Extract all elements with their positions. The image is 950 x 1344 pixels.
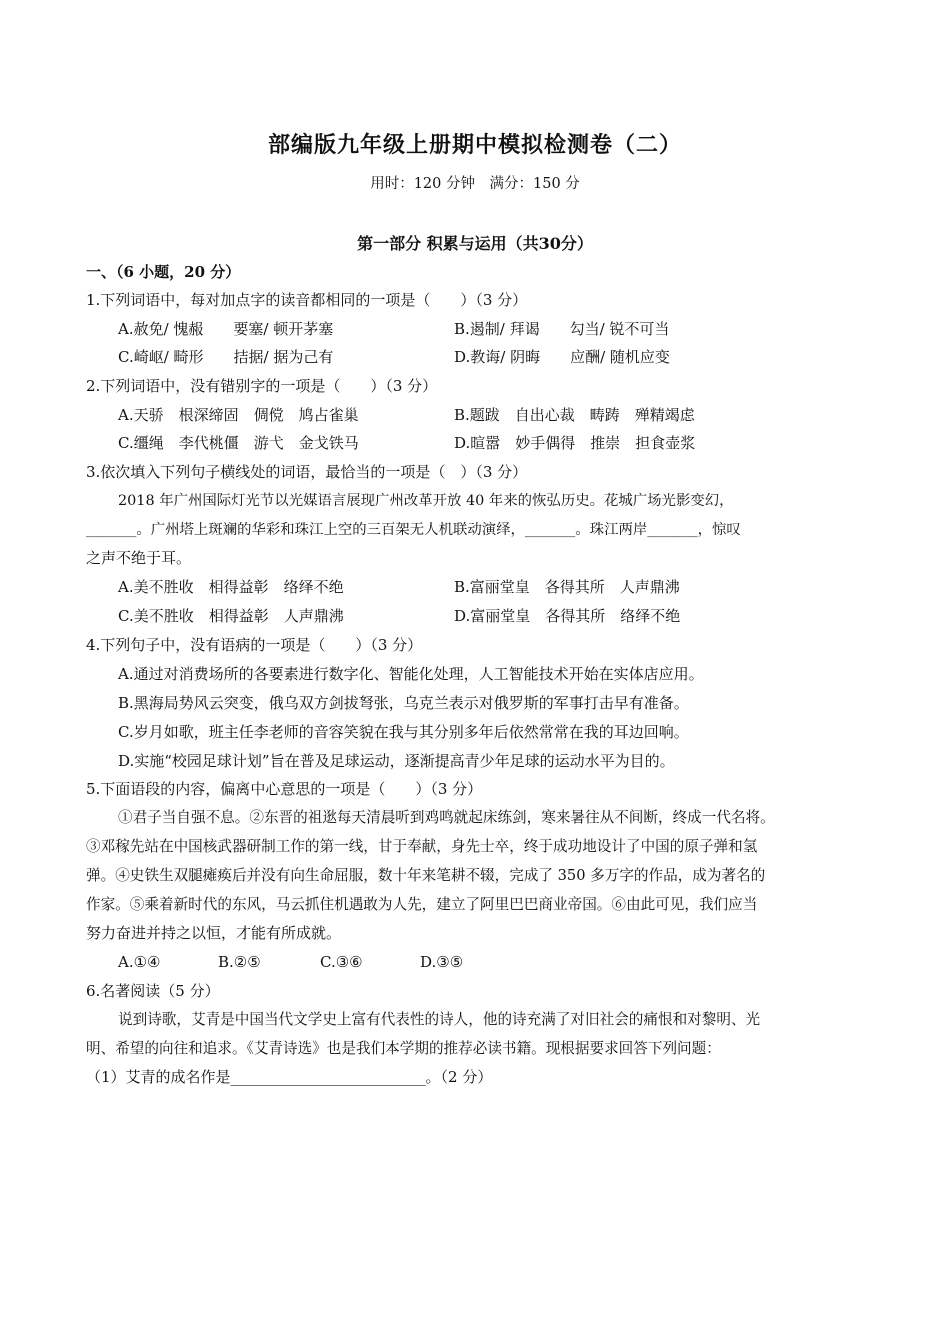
question-1-option-b: B.遏制/ 拜谒 勾当/ 锐不可当 [454,320,670,338]
question-2-option-b: B.题跋 自出心裁 畴踌 殚精竭虑 [454,406,695,424]
question-6-passage-line: 明、希望的向往和追求。《艾青诗选》也是我们本学期的推荐必读书籍。现根据要求回答下列问题： [86,1040,721,1057]
question-5-passage-line: 弹。④史铁生双腿瘫痪后并没有向生命屈服，数十年来笔耕不辍，完成了 350 多万字的作品，成为著名的 [86,867,766,884]
question-4-option-c: C.岁月如歌，班主任李老师的音容笑貌在我与其分别多年后依然常常在我的耳边回响。 [118,723,689,741]
question-2-option-c: C.缰绳 李代桃僵 游弋 金戈铁马 [118,434,359,452]
question-2-stem: 2.下列词语中，没有错别字的一项是（ ）（3 分） [86,377,438,395]
page-title: 部编版九年级上册期中模拟检测卷（二） [267,132,682,158]
part-heading: 第一部分 积累与运用（共30分） [357,234,593,253]
question-5-option-d: D.③⑤ [420,953,464,971]
question-5-option-b: B.②⑤ [218,953,261,971]
question-1-option-d: D.教诲/ 阴晦 应酬/ 随机应变 [454,348,670,366]
question-5-passage-line: 努力奋进并持之以恒，才能有所成就。 [86,924,342,942]
section-heading: 一、（6 小题，20 分） [86,263,241,281]
question-3-option-b: B.富丽堂皇 各得其所 人声鼎沸 [454,578,680,596]
question-3-passage-line: _______。广州塔上斑斓的华彩和珠江上空的三百架无人机联动演绎，_______。珠江两岸_______，惊叹 [86,522,741,538]
question-5-passage-line: ①君子当自强不息。②东晋的祖逖每天清晨听到鸡鸣就起床练剑，寒来暑往从不间断，终成一代名将。 [118,809,775,826]
question-5-option-a: A.①④ [118,953,161,971]
question-3-option-c: C.美不胜收 相得益彰 人声鼎沸 [118,607,344,625]
question-6-passage-line: 说到诗歌，艾青是中国当代文学史上富有代表性的诗人，他的诗充满了对旧社会的痛恨和对黎明、光 [118,1011,761,1028]
time-score-info: 用时：120 分钟 满分：150 分 [370,176,580,192]
question-5-option-c: C.③⑥ [320,953,363,971]
question-3-option-a: A.美不胜收 相得益彰 络绎不绝 [118,578,344,596]
question-4-option-b: B.黑海局势风云突变，俄乌双方剑拔弩张，乌克兰表示对俄罗斯的军事打击早有准备。 [118,694,689,712]
question-2-option-d: D.暄嚣 妙手偶得 推崇 担食壶浆 [454,434,696,452]
question-1-option-a: A.赦免/ 愧赧 要塞/ 顿开茅塞 [118,320,334,338]
question-3-passage-line: 2018 年广州国际灯光节以光媒语言展现广州改革开放 40 年来的恢弘历史。花城广场光影变幻， [118,493,734,509]
question-5-passage-line: 作家。⑤乘着新时代的东风，马云抓住机遇敢为人先，建立了阿里巴巴商业帝国。⑥由此可见，我们应当 [86,896,758,913]
question-3-passage-line: 之声不绝于耳。 [86,549,192,567]
question-2-option-a: A.天骄 根深缔固 倜傥 鸠占雀巢 [118,406,359,424]
question-6-stem: 6.名著阅读（5 分） [86,982,220,1000]
question-4-stem: 4.下列句子中，没有语病的一项是（ ）（3 分） [86,636,423,654]
question-4-option-d: D.实施“校园足球计划”旨在普及足球运动，逐渐提高青少年足球的运动水平为目的。 [118,752,675,770]
question-1-stem: 1.下列词语中，每对加点字的读音都相同的一项是（ ）（3 分） [86,291,528,309]
question-5-stem: 5.下面语段的内容，偏离中心意思的一项是（ ）（3 分） [86,780,483,798]
question-4-option-a: A.通过对消费场所的各要素进行数字化、智能化处理，人工智能技术开始在实体店应用。 [118,665,704,683]
question-5-passage-line: ③邓稼先站在中国核武器研制工作的第一线，甘于奉献，身先士卒，终于成功地设计了中国的原子弹和氢 [86,838,758,855]
question-3-stem: 3.依次填入下列句子横线处的词语，最恰当的一项是（ ）（3 分） [86,463,528,481]
question-3-option-d: D.富丽堂皇 各得其所 络绎不绝 [454,607,681,625]
question-1-option-c: C.崎岖/ 畸形 拮据/ 据为己有 [118,348,334,366]
question-6-subquestion-1: （1）艾青的成名作是__________________________。（2 分） [86,1068,493,1086]
